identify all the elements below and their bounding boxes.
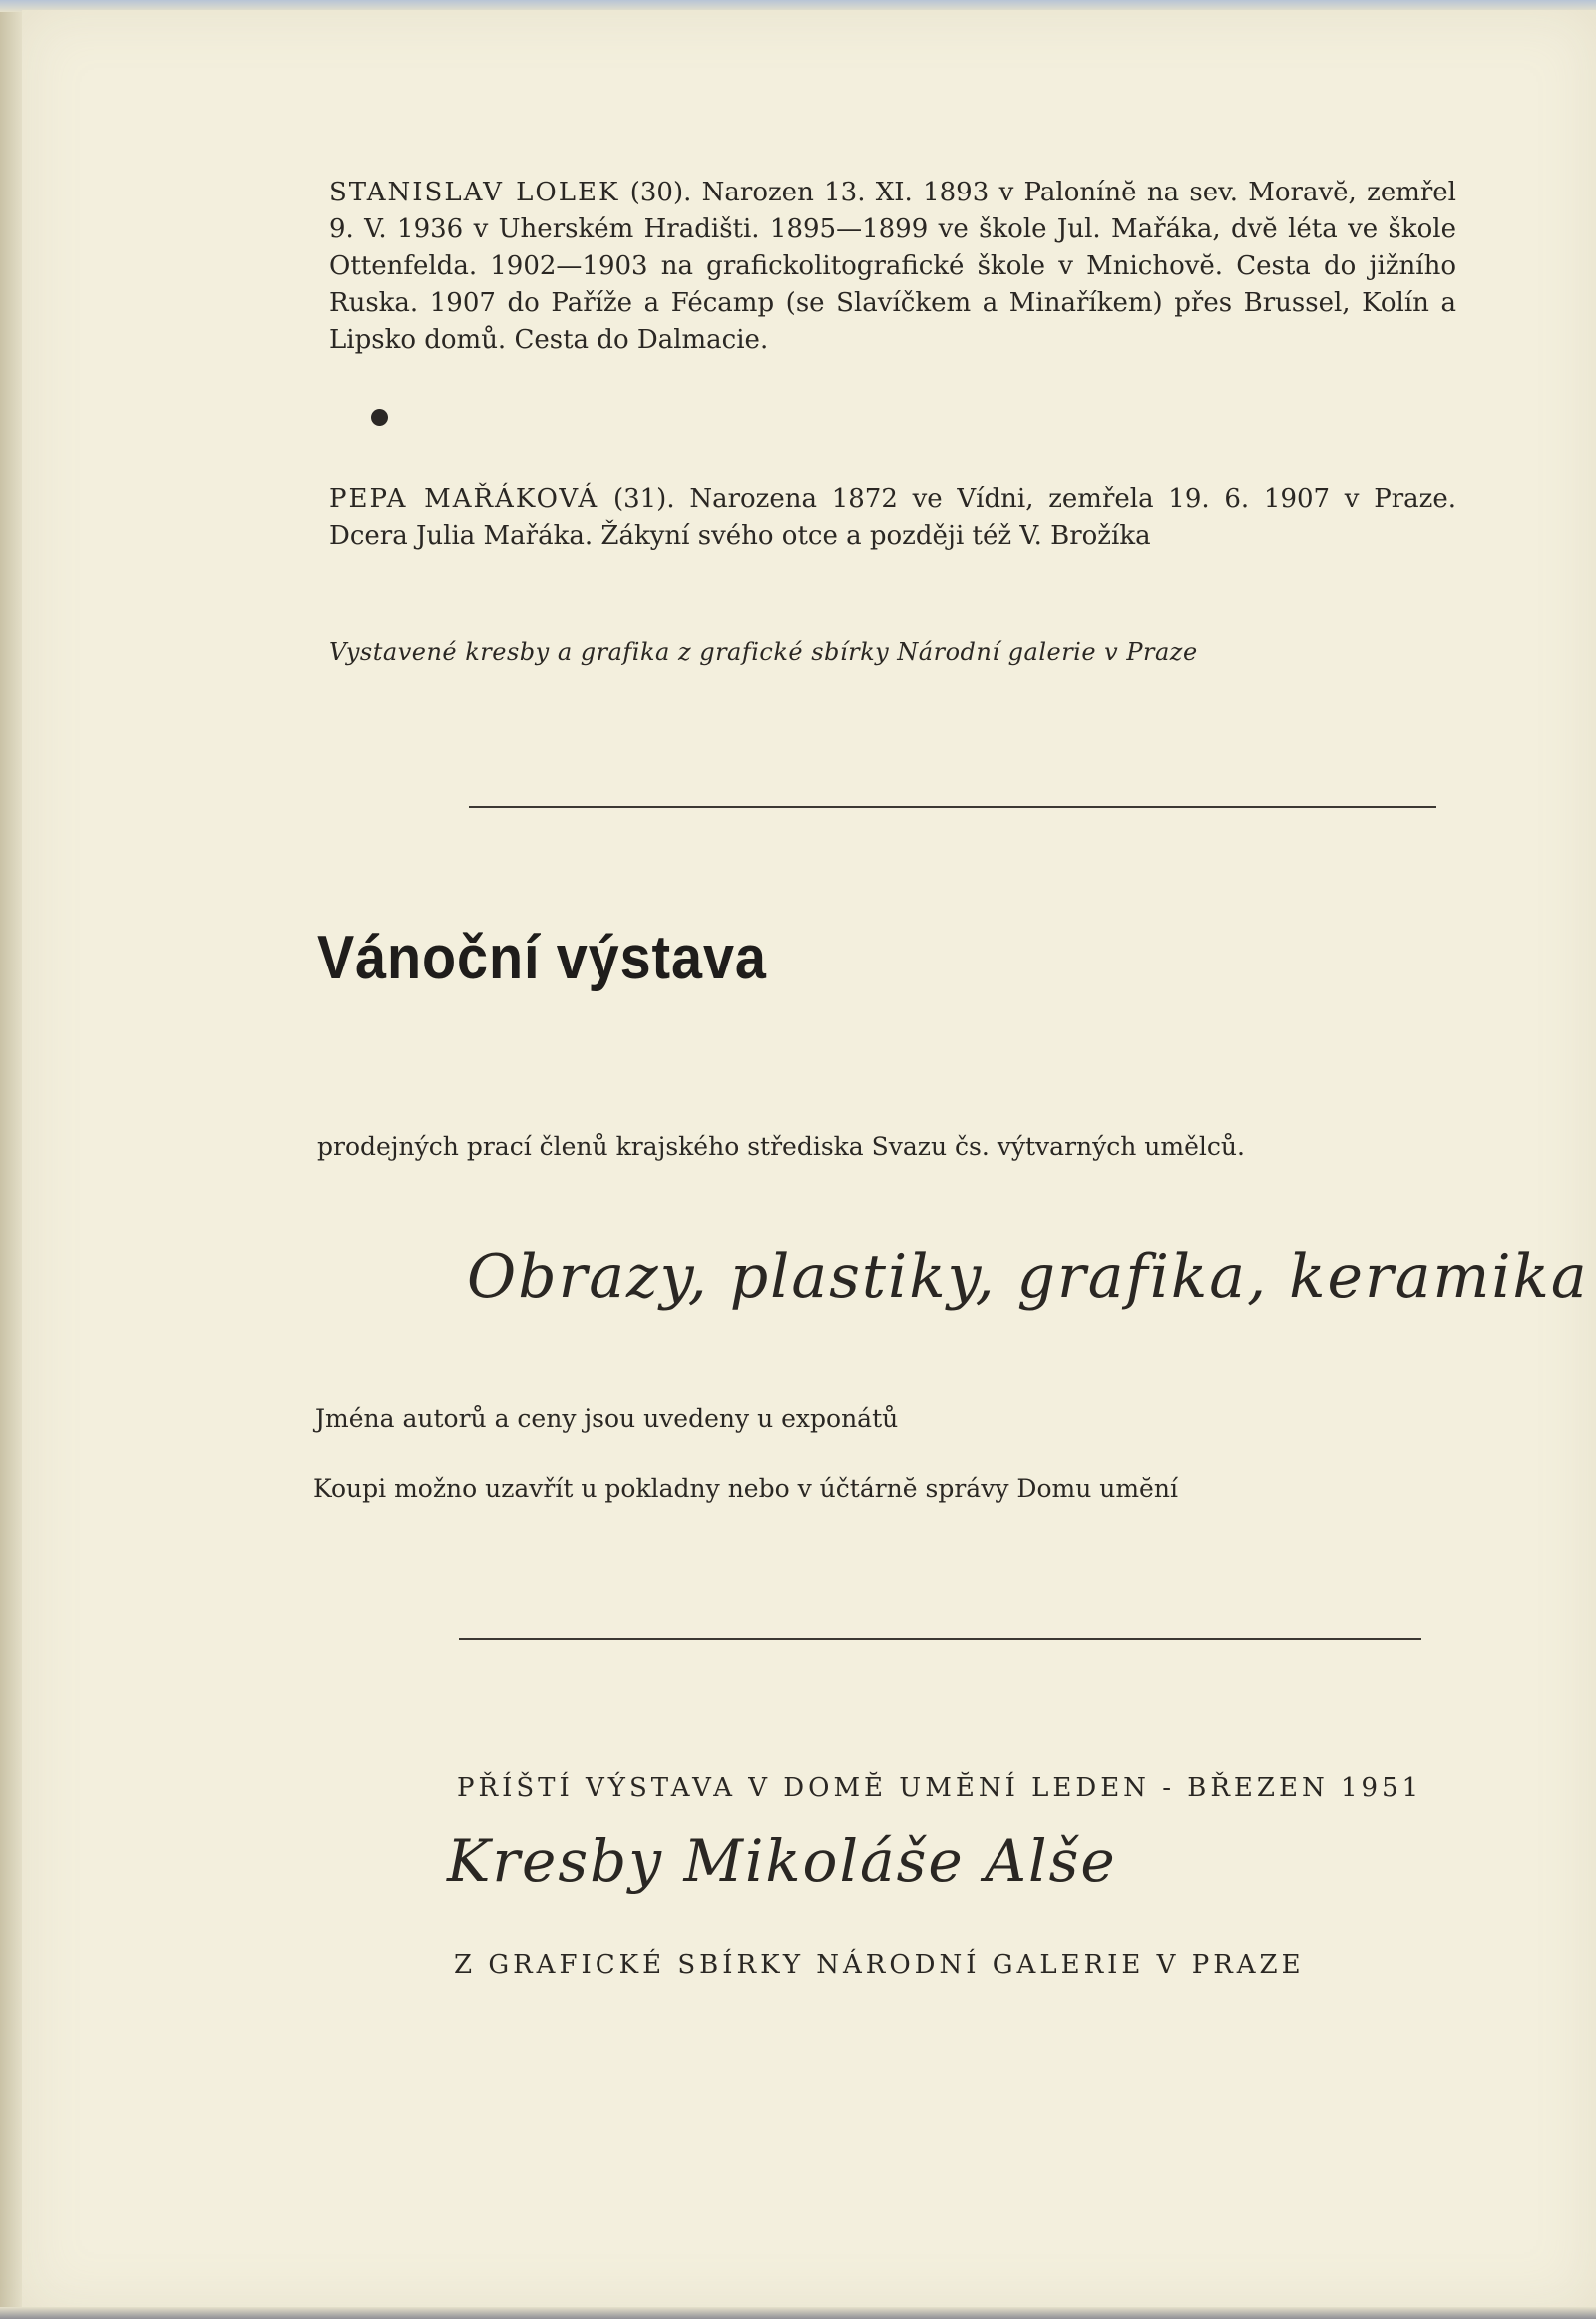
bullet-dot xyxy=(371,409,388,426)
purchase-info-line: Koupi možno uzavřít u pokladny nebo v účtárnĕ správy Domu umĕní xyxy=(313,1474,1178,1503)
next-exhibition-heading: PŘÍŠTÍ VÝSTAVA V DOMĔ UMĔNÍ LEDEN - BŘEZEN 1951 xyxy=(457,1773,1423,1803)
exhibition-script-heading: Obrazy, plastiky, grafika, keramika xyxy=(467,1242,1589,1312)
bio-text: (31). Narozena 1872 ve Vídni, zemřela 19. 6. 1907 v Praze. Dcera Julia Mařáka. Žákyní svého otce a později též V. Brožíka xyxy=(329,484,1457,551)
bio-text: (30). Narozen 13. XI. 1893 v Palonínĕ na sev. Moravĕ, zemřel 9. V. 1936 v Uherském Hradišti. 1895—1899 ve škole Jul. Mařáka, dvĕ léta ve škole Ottenfelda. 1902—1903 na grafickolitografické škole v Mnichovĕ. Cesta do jižního Ruska. 1907 do Paříže a Fécamp (se Slavíčkem a Minaříkem) přes Brussel, Kolín a Lipsko domů. Cesta do Dalmacie. xyxy=(329,178,1456,355)
exhibited-works-note: Vystavené kresby a grafika z grafické sbírky Národní galerie v Praze xyxy=(329,638,1198,666)
bio-stanislav-lolek xyxy=(329,175,1456,359)
divider-rule xyxy=(459,1638,1421,1640)
bio-name: STANISLAV LOLEK xyxy=(329,178,620,207)
authors-prices-line: Jména autorů a ceny jsou uvedeny u exponátů xyxy=(315,1404,899,1433)
divider-rule xyxy=(469,806,1436,808)
next-exhibition-script-title: Kresby Mikoláše Alše xyxy=(447,1827,1117,1895)
paper-edge-bottom xyxy=(0,2307,1596,2319)
exhibition-subtitle: prodejných prací členů krajského střediska Svazu čs. výtvarných umělců. xyxy=(317,1132,1245,1161)
next-exhibition-source: Z GRAFICKÉ SBÍRKY NÁRODNÍ GALERIE V PRAZE xyxy=(454,1950,1305,1980)
bio-pepa-marakova xyxy=(329,481,1456,555)
paper-edge-left xyxy=(0,0,24,2319)
exhibition-title: Vánoční výstava xyxy=(317,924,767,992)
bio-name: PEPA MAŘÁKOVÁ xyxy=(329,484,599,514)
